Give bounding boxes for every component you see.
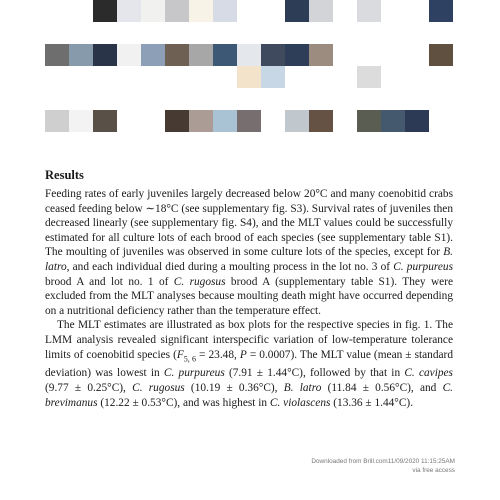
- mosaic-cell: [165, 0, 189, 22]
- text-run: (9.77 ± 0.25°C),: [45, 381, 133, 394]
- mosaic-cell: [309, 66, 333, 88]
- italic-text: B. latro: [45, 246, 453, 273]
- mosaic-cell: [285, 22, 309, 44]
- mosaic-cell: [405, 66, 429, 88]
- mosaic-cell: [333, 110, 357, 132]
- mosaic-cell: [189, 44, 213, 66]
- mosaic-cell: [261, 0, 285, 22]
- mosaic-cell: [141, 88, 165, 110]
- mosaic-cell: [357, 22, 381, 44]
- mosaic-cell: [309, 88, 333, 110]
- mosaic-cell: [165, 88, 189, 110]
- mosaic-cell: [381, 22, 405, 44]
- italic-text: C. cavipes: [404, 367, 453, 380]
- mosaic-cell: [93, 0, 117, 22]
- mosaic-cell: [357, 88, 381, 110]
- mosaic-cell: [93, 22, 117, 44]
- text-run: , and each individual died during a moulting process in the lot no. 3 of: [66, 260, 394, 273]
- mosaic-cell: [309, 110, 333, 132]
- mosaic-row: [45, 110, 453, 132]
- download-footer: [311, 457, 455, 475]
- mosaic-cell: [357, 44, 381, 66]
- mosaic-cell: [165, 110, 189, 132]
- mosaic-cell: [405, 44, 429, 66]
- text-run: (11.84 ± 0.56°C), and: [321, 381, 443, 394]
- mosaic-cell: [165, 22, 189, 44]
- mosaic-cell: [381, 44, 405, 66]
- mosaic-cell: [429, 66, 453, 88]
- mosaic-cell: [261, 66, 285, 88]
- mosaic-cell: [405, 22, 429, 44]
- mosaic-cell: [189, 22, 213, 44]
- mosaic-cell: [93, 66, 117, 88]
- mosaic-cell: [189, 110, 213, 132]
- mosaic-cell: [285, 110, 309, 132]
- mosaic-cell: [165, 44, 189, 66]
- mosaic-cell: [69, 88, 93, 110]
- paragraph: [45, 318, 453, 410]
- mosaic-cell: [189, 88, 213, 110]
- mosaic-cell: [237, 44, 261, 66]
- mosaic-cell: [45, 88, 69, 110]
- mosaic-cell: [357, 110, 381, 132]
- mosaic-cell: [285, 88, 309, 110]
- download-notice: Downloaded from Brill.com11/09/2020 11:15:25AM: [311, 458, 455, 465]
- mosaic-cell: [213, 22, 237, 44]
- text-run: = 0.0007). The MLT value (mean ± standard deviation) was lowest in: [45, 348, 453, 380]
- mosaic-cell: [261, 22, 285, 44]
- mosaic-row: [45, 88, 453, 110]
- mosaic-row: [45, 0, 453, 22]
- mosaic-cell: [261, 110, 285, 132]
- mosaic-cell: [237, 22, 261, 44]
- mosaic-cell: [381, 110, 405, 132]
- mosaic-cell: [261, 44, 285, 66]
- mosaic-cell: [45, 0, 69, 22]
- body-text: [45, 187, 453, 410]
- mosaic-cell: [117, 110, 141, 132]
- mosaic-cell: [213, 0, 237, 22]
- text-run: The MLT estimates are illustrated as box plots for the respective species in fig. 1. The LMM analysis revealed significant interspecific variation of low-temperature tolerance limits of coenobitid species (: [45, 319, 453, 361]
- mosaic-cell: [261, 88, 285, 110]
- mosaic-cell: [429, 0, 453, 22]
- mosaic-cell: [117, 22, 141, 44]
- mosaic-cell: [405, 88, 429, 110]
- mosaic-cell: [141, 44, 165, 66]
- italic-text: P: [239, 348, 247, 361]
- mosaic-cell: [381, 88, 405, 110]
- mosaic-cell: [117, 44, 141, 66]
- section-heading: Results: [45, 168, 84, 182]
- text-run: Feeding rates of early juveniles largely decreased below 20°C and many coenobitid crabs ceased feeding below ∼18°C (see supplementary fig. S3). Survival rates of juveniles then decreased linearly (see supplementary fig. S4), and the MLT values could be successfully estimated for all culture lots of each brood of each species (see supplementary table S1). The moulting of juveniles was observed in some culture lots of the species, except for: [45, 188, 453, 259]
- mosaic-cell: [69, 22, 93, 44]
- mosaic-cell: [237, 0, 261, 22]
- mosaic-cell: [189, 0, 213, 22]
- mosaic-cell: [213, 110, 237, 132]
- mosaic-cell: [69, 44, 93, 66]
- mosaic-cell: [117, 0, 141, 22]
- mosaic-cell: [405, 0, 429, 22]
- mosaic-cell: [405, 110, 429, 132]
- mosaic-cell: [93, 44, 117, 66]
- text-run: (7.91 ± 1.44°C), followed by that in: [224, 367, 405, 380]
- italic-text: B. latro: [283, 381, 322, 394]
- mosaic-cell: [69, 110, 93, 132]
- mosaic-cell: [45, 44, 69, 66]
- mosaic-cell: [189, 66, 213, 88]
- mosaic-cell: [309, 22, 333, 44]
- subscript-text: 5, 6: [183, 353, 196, 363]
- mosaic-cell: [213, 66, 237, 88]
- mosaic-cell: [69, 0, 93, 22]
- mosaic-cell: [285, 66, 309, 88]
- italic-text: F: [176, 348, 184, 361]
- mosaic-cell: [93, 88, 117, 110]
- mosaic-cell: [429, 88, 453, 110]
- mosaic-cell: [285, 44, 309, 66]
- text-run: brood A and lot no. 1 of: [45, 275, 174, 288]
- mosaic-cell: [381, 66, 405, 88]
- mosaic-cell: [309, 44, 333, 66]
- mosaic-cell: [141, 110, 165, 132]
- mosaic-cell: [333, 66, 357, 88]
- mosaic-row: [45, 22, 453, 44]
- mosaic-row: [45, 44, 453, 66]
- mosaic-cell: [429, 44, 453, 66]
- italic-text: C. violascens: [269, 396, 331, 409]
- mosaic-cell: [45, 66, 69, 88]
- mosaic-cell: [309, 0, 333, 22]
- paragraph: [45, 187, 453, 318]
- italic-text: C. purpureus: [393, 260, 453, 273]
- mosaic-cell: [69, 66, 93, 88]
- mosaic-cell: [213, 44, 237, 66]
- text-run: brood A (supplementary table S1). They were excluded from the MLT analyses because moulting death might have occurred depending on a nutritional deficiency rather than the temperature effect.: [45, 275, 454, 317]
- text-run: = 23.48,: [196, 348, 240, 361]
- text-run: (13.36 ± 1.44°C).: [330, 396, 414, 409]
- mosaic-cell: [141, 0, 165, 22]
- mosaic-cell: [285, 0, 309, 22]
- mosaic-cell: [237, 110, 261, 132]
- text-run: (12.22 ± 0.53°C), and was highest in: [97, 396, 270, 409]
- mosaic-cell: [333, 0, 357, 22]
- mosaic-cell: [213, 88, 237, 110]
- mosaic-cell: [93, 110, 117, 132]
- mosaic-cell: [117, 66, 141, 88]
- mosaic-cell: [333, 22, 357, 44]
- access-notice: via free access: [412, 467, 455, 474]
- text-run: (10.19 ± 0.36°C),: [184, 381, 284, 394]
- mosaic-cell: [357, 0, 381, 22]
- mosaic-cell: [165, 66, 189, 88]
- pixelated-figure: [45, 0, 453, 132]
- mosaic-cell: [357, 66, 381, 88]
- italic-text: C. purpureus: [163, 367, 225, 380]
- mosaic-cell: [333, 88, 357, 110]
- mosaic-cell: [45, 22, 69, 44]
- mosaic-cell: [429, 22, 453, 44]
- mosaic-cell: [429, 110, 453, 132]
- italic-text: C. rugosus: [173, 275, 226, 288]
- mosaic-cell: [333, 44, 357, 66]
- mosaic-cell: [237, 88, 261, 110]
- mosaic-cell: [237, 66, 261, 88]
- mosaic-cell: [117, 88, 141, 110]
- mosaic-cell: [45, 110, 69, 132]
- mosaic-cell: [141, 22, 165, 44]
- mosaic-row: [45, 66, 453, 88]
- italic-text: C. rugosus: [132, 381, 185, 394]
- mosaic-cell: [381, 0, 405, 22]
- italic-text: C. brevimanus: [45, 381, 453, 409]
- mosaic-cell: [141, 66, 165, 88]
